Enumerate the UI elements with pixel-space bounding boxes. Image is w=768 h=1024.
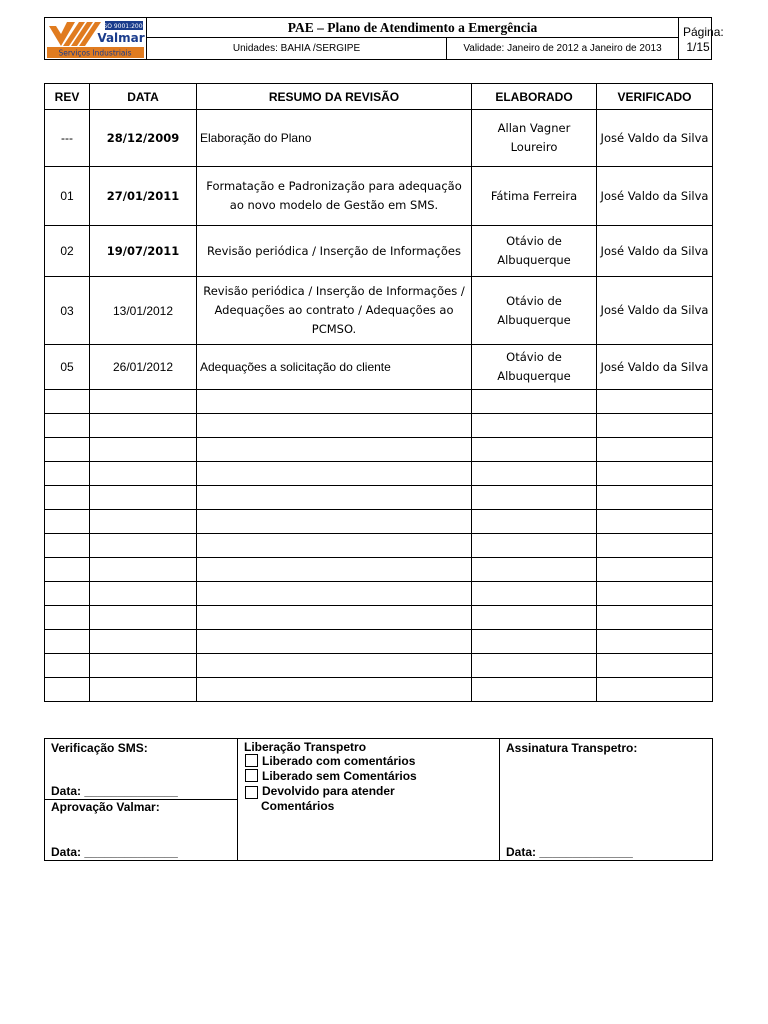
col-header-verified: VERIFICADO bbox=[597, 84, 713, 110]
option-label: Liberado com comentários bbox=[262, 754, 416, 768]
empty-cell bbox=[197, 414, 472, 438]
col-header-elaborated: ELABORADO bbox=[472, 84, 597, 110]
cell-rev: 03 bbox=[45, 277, 90, 345]
table-row-empty bbox=[45, 630, 713, 654]
table-row-empty bbox=[45, 510, 713, 534]
table-row bbox=[45, 226, 713, 277]
checkbox[interactable] bbox=[245, 769, 258, 782]
table-row bbox=[45, 345, 713, 390]
empty-cell bbox=[45, 654, 90, 678]
cell-date: 19/07/2011 bbox=[90, 226, 197, 277]
company-name: Valmar bbox=[97, 31, 145, 45]
option-label: Liberado sem Comentários bbox=[262, 769, 417, 783]
revision-table bbox=[44, 83, 713, 702]
table-row bbox=[45, 110, 713, 167]
cell-rev: 02 bbox=[45, 226, 90, 277]
empty-cell bbox=[197, 558, 472, 582]
sms-verification-label: Verificação SMS: bbox=[51, 741, 148, 755]
sms-valmar-column bbox=[45, 739, 238, 860]
empty-cell bbox=[45, 534, 90, 558]
empty-cell bbox=[90, 390, 197, 414]
empty-cell bbox=[472, 558, 597, 582]
empty-cell bbox=[472, 654, 597, 678]
col-header-summary: RESUMO DA REVISÃO bbox=[197, 84, 472, 110]
cell-verified: José Valdo da Silva bbox=[597, 277, 713, 345]
empty-cell bbox=[90, 510, 197, 534]
table-row bbox=[45, 277, 713, 345]
empty-cell bbox=[597, 438, 713, 462]
cell-elaborated: Otávio de Albuquerque bbox=[472, 277, 597, 345]
cell-summary: Revisão periódica / Inserção de Informações / Adequações ao contrato / Adequações ao PCMSO. bbox=[197, 277, 472, 345]
empty-cell bbox=[472, 582, 597, 606]
cell-summary: Adequações a solicitação do cliente bbox=[197, 345, 472, 390]
empty-cell bbox=[472, 486, 597, 510]
cell-summary: Formatação e Padronização para adequação ao novo modelo de Gestão em SMS. bbox=[197, 167, 472, 226]
cell-date: 27/01/2011 bbox=[90, 167, 197, 226]
empty-cell bbox=[597, 654, 713, 678]
table-row-empty bbox=[45, 390, 713, 414]
empty-cell bbox=[90, 654, 197, 678]
empty-cell bbox=[197, 462, 472, 486]
table-row-empty bbox=[45, 654, 713, 678]
table-row-empty bbox=[45, 678, 713, 702]
empty-cell bbox=[597, 390, 713, 414]
option-without-comments[interactable] bbox=[245, 769, 417, 783]
valmar-logo bbox=[45, 18, 147, 59]
empty-cell bbox=[197, 678, 472, 702]
empty-cell bbox=[597, 534, 713, 558]
empty-cell bbox=[45, 678, 90, 702]
empty-cell bbox=[90, 486, 197, 510]
empty-cell bbox=[472, 462, 597, 486]
empty-cell bbox=[45, 390, 90, 414]
cell-elaborated: Allan Vagner Loureiro bbox=[472, 110, 597, 167]
sms-date-line: Data: ______________ bbox=[51, 784, 178, 798]
page-number-box bbox=[679, 18, 724, 59]
cell-date: 13/01/2012 bbox=[90, 277, 197, 345]
cell-summary: Revisão periódica / Inserção de Informações bbox=[197, 226, 472, 277]
empty-cell bbox=[45, 438, 90, 462]
cell-elaborated: Otávio de Albuquerque bbox=[472, 226, 597, 277]
empty-cell bbox=[472, 534, 597, 558]
empty-rows-group bbox=[45, 390, 713, 702]
col-header-date: DATA bbox=[90, 84, 197, 110]
empty-cell bbox=[472, 630, 597, 654]
empty-cell bbox=[90, 558, 197, 582]
page-label: Página: bbox=[683, 25, 724, 39]
empty-cell bbox=[90, 534, 197, 558]
cell-verified: José Valdo da Silva bbox=[597, 110, 713, 167]
empty-cell bbox=[45, 606, 90, 630]
empty-cell bbox=[45, 630, 90, 654]
approval-box bbox=[44, 738, 713, 861]
empty-cell bbox=[90, 678, 197, 702]
table-row-empty bbox=[45, 534, 713, 558]
option-label: Devolvido para atender Comentários bbox=[261, 784, 395, 813]
empty-cell bbox=[597, 678, 713, 702]
empty-cell bbox=[472, 414, 597, 438]
empty-cell bbox=[197, 438, 472, 462]
units-field: Unidades: BAHIA /SERGIPE bbox=[147, 38, 447, 59]
valmar-logo-graphic bbox=[45, 18, 146, 59]
table-row-empty bbox=[45, 558, 713, 582]
document-header bbox=[44, 17, 724, 60]
empty-cell bbox=[45, 486, 90, 510]
empty-cell bbox=[597, 486, 713, 510]
signature-date-line: Data: ______________ bbox=[506, 845, 633, 859]
checkbox[interactable] bbox=[245, 786, 258, 799]
table-row-empty bbox=[45, 582, 713, 606]
empty-cell bbox=[597, 582, 713, 606]
page-value: 1/15 bbox=[686, 40, 710, 54]
empty-cell bbox=[197, 606, 472, 630]
valmar-approval-label: Aprovação Valmar: bbox=[51, 800, 160, 814]
empty-cell bbox=[45, 582, 90, 606]
empty-cell bbox=[45, 558, 90, 582]
cell-elaborated: Otávio de Albuquerque bbox=[472, 345, 597, 390]
empty-cell bbox=[45, 414, 90, 438]
empty-cell bbox=[597, 558, 713, 582]
cell-rev: 05 bbox=[45, 345, 90, 390]
empty-cell bbox=[197, 534, 472, 558]
cell-date: 28/12/2009 bbox=[90, 110, 197, 167]
empty-cell bbox=[472, 606, 597, 630]
option-returned[interactable] bbox=[245, 784, 415, 814]
empty-cell bbox=[197, 390, 472, 414]
cell-verified: José Valdo da Silva bbox=[597, 167, 713, 226]
empty-cell bbox=[597, 510, 713, 534]
company-tagline: Serviços Industriais bbox=[58, 48, 132, 58]
empty-cell bbox=[472, 390, 597, 414]
checkbox[interactable] bbox=[245, 754, 258, 767]
cell-elaborated: Fátima Ferreira bbox=[472, 167, 597, 226]
empty-cell bbox=[597, 462, 713, 486]
empty-cell bbox=[197, 486, 472, 510]
validity-field: Validade: Janeiro de 2012 a Janeiro de 2013 bbox=[447, 38, 679, 59]
empty-cell bbox=[90, 462, 197, 486]
cert-badge-text: ISO 9001:2000 bbox=[101, 23, 146, 30]
valmar-date-line: Data: ______________ bbox=[51, 845, 178, 859]
table-header-row bbox=[45, 84, 713, 110]
cell-verified: José Valdo da Silva bbox=[597, 226, 713, 277]
empty-cell bbox=[197, 630, 472, 654]
cell-date: 26/01/2012 bbox=[90, 345, 197, 390]
empty-cell bbox=[597, 606, 713, 630]
empty-cell bbox=[197, 582, 472, 606]
table-row bbox=[45, 167, 713, 226]
empty-cell bbox=[90, 606, 197, 630]
table-row-empty bbox=[45, 462, 713, 486]
empty-cell bbox=[45, 510, 90, 534]
empty-cell bbox=[45, 462, 90, 486]
transpetro-release-label: Liberação Transpetro bbox=[244, 740, 367, 754]
transpetro-signature-column bbox=[500, 739, 712, 860]
empty-cell bbox=[597, 414, 713, 438]
table-row-empty bbox=[45, 606, 713, 630]
document-title: PAE – Plano de Atendimento a Emergência bbox=[147, 18, 679, 38]
transpetro-signature-label: Assinatura Transpetro: bbox=[506, 741, 638, 755]
table-row-empty bbox=[45, 438, 713, 462]
empty-cell bbox=[597, 630, 713, 654]
col-header-rev: REV bbox=[45, 84, 90, 110]
empty-cell bbox=[472, 510, 597, 534]
table-row-empty bbox=[45, 486, 713, 510]
cell-summary: Elaboração do Plano bbox=[197, 110, 472, 167]
empty-cell bbox=[197, 510, 472, 534]
empty-cell bbox=[90, 630, 197, 654]
empty-cell bbox=[472, 678, 597, 702]
empty-cell bbox=[472, 438, 597, 462]
table-row-empty bbox=[45, 414, 713, 438]
option-with-comments[interactable] bbox=[245, 754, 415, 768]
transpetro-release-column bbox=[238, 739, 500, 860]
empty-cell bbox=[197, 654, 472, 678]
cell-rev: 01 bbox=[45, 167, 90, 226]
empty-cell bbox=[90, 582, 197, 606]
empty-cell bbox=[90, 438, 197, 462]
cell-verified: José Valdo da Silva bbox=[597, 345, 713, 390]
empty-cell bbox=[90, 414, 197, 438]
cell-rev: --- bbox=[45, 110, 90, 167]
